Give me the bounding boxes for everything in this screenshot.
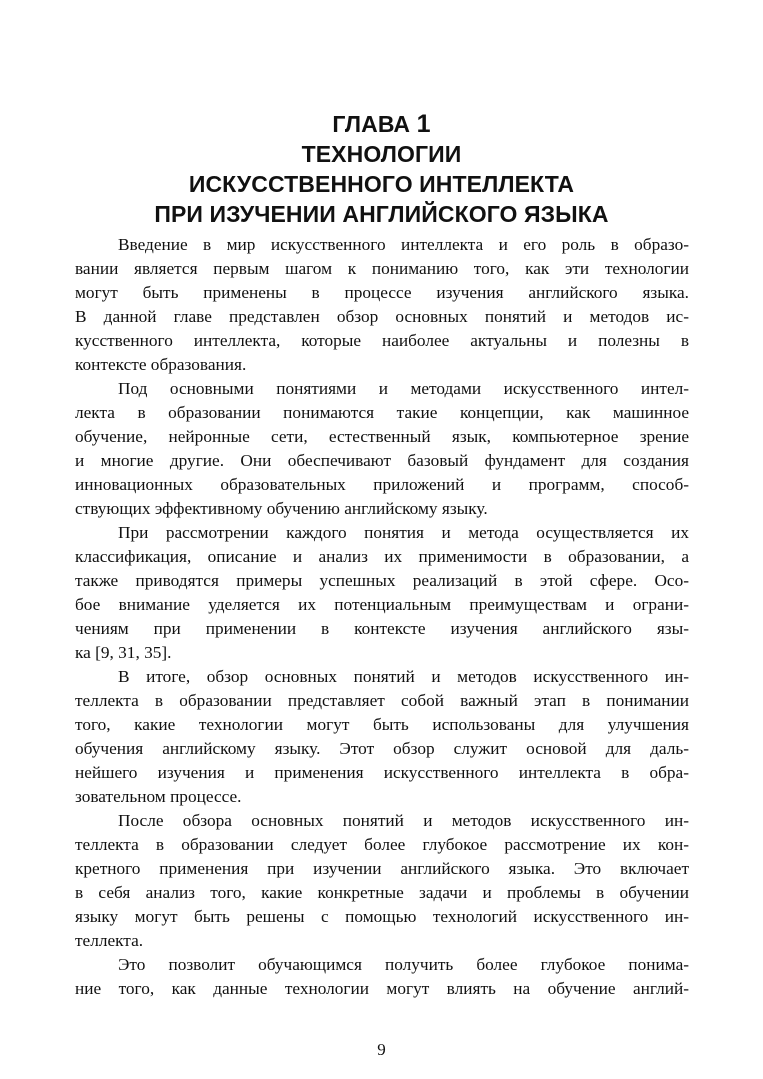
- text-line: Введение в мир искусственного интеллекта и его роль в образо-: [118, 235, 689, 254]
- body-text: [75, 233, 689, 1001]
- page-number: 9: [377, 1040, 386, 1059]
- text-line: обучения английскому языку. Этот обзор служит основой для даль-: [75, 739, 689, 758]
- paragraph: [75, 665, 689, 809]
- text-line: чениям при применении в контексте изучения английского язы-: [75, 619, 689, 638]
- text-line: зовательном процессе.: [75, 787, 242, 806]
- text-line: контексте образования.: [75, 355, 247, 374]
- text-line: обучение, нейронные сети, естественный язык, компьютерное зрение: [75, 427, 689, 446]
- chapter-title-line: ПРИ ИЗУЧЕНИИ АНГЛИЙСКОГО ЯЗЫКА: [154, 201, 609, 227]
- paragraph: [75, 953, 689, 1001]
- chapter-title-line: ИСКУССТВЕННОГО ИНТЕЛЛЕКТА: [188, 171, 575, 197]
- paragraph: [75, 809, 689, 953]
- text-line: могут быть применены в процессе изучения английского языка.: [75, 283, 689, 302]
- text-line: лекта в образовании понимаются такие концепции, как машинное: [75, 403, 689, 422]
- text-line: кусственного интеллекта, которые наиболее актуальны и полезны в: [75, 331, 689, 350]
- text-line: и многие другие. Они обеспечивают базовый фундамент для создания: [75, 451, 689, 470]
- text-line: В итоге, обзор основных понятий и методов искусственного ин-: [118, 667, 689, 686]
- text-line: нейшего изучения и применения искусственного интеллекта в обра-: [75, 763, 689, 782]
- text-line: того, какие технологии могут быть использованы для улучшения: [75, 715, 689, 734]
- paragraph: [75, 521, 689, 665]
- chapter-title-line: ТЕХНОЛОГИИ: [301, 141, 462, 167]
- text-line: ка [9, 31, 35].: [75, 643, 172, 662]
- text-line: Под основными понятиями и методами искусственного интел-: [118, 379, 689, 398]
- text-line: ние того, как данные технологии могут влиять на обучение англий-: [75, 979, 689, 998]
- text-line: инновационных образовательных приложений и программ, способ-: [75, 475, 689, 494]
- text-line: Это позволит обучающимся получить более глубокое понима-: [118, 955, 689, 974]
- text-line: в себя анализ того, какие конкретные задачи и проблемы в обучении: [75, 883, 689, 902]
- text-line: теллекта.: [75, 931, 144, 950]
- paragraph: [75, 233, 689, 377]
- chapter-label-line: [0, 109, 763, 139]
- text-line: вании является первым шагом к пониманию того, как эти технологии: [75, 259, 689, 278]
- text-line: также приводятся примеры успешных реализаций в этой сфере. Осо-: [75, 571, 689, 590]
- paragraph: [75, 377, 689, 521]
- text-line: После обзора основных понятий и методов искусственного ин-: [118, 811, 689, 830]
- text-line: бое внимание уделяется их потенциальным преимуществам и ограни-: [75, 595, 689, 614]
- text-line: классификация, описание и анализ их применимости в образовании, а: [75, 547, 689, 566]
- chapter-label: ГЛАВА: [332, 111, 411, 137]
- text-line: языку могут быть решены с помощью технологий искусственного ин-: [75, 907, 689, 926]
- text-line: ствующих эффективному обучению английскому языку.: [75, 499, 488, 518]
- chapter-heading: [0, 109, 763, 229]
- text-line: теллекта в образовании следует более глубокое рассмотрение их кон-: [75, 835, 689, 854]
- chapter-number: 1: [416, 110, 431, 138]
- text-line: теллекта в образовании представляет собой важный этап в понимании: [75, 691, 689, 710]
- text-line: При рассмотрении каждого понятия и метода осуществляется их: [118, 523, 689, 542]
- text-line: В данной главе представлен обзор основных понятий и методов ис-: [75, 307, 689, 326]
- text-line: кретного применения при изучении английского языка. Это включает: [75, 859, 689, 878]
